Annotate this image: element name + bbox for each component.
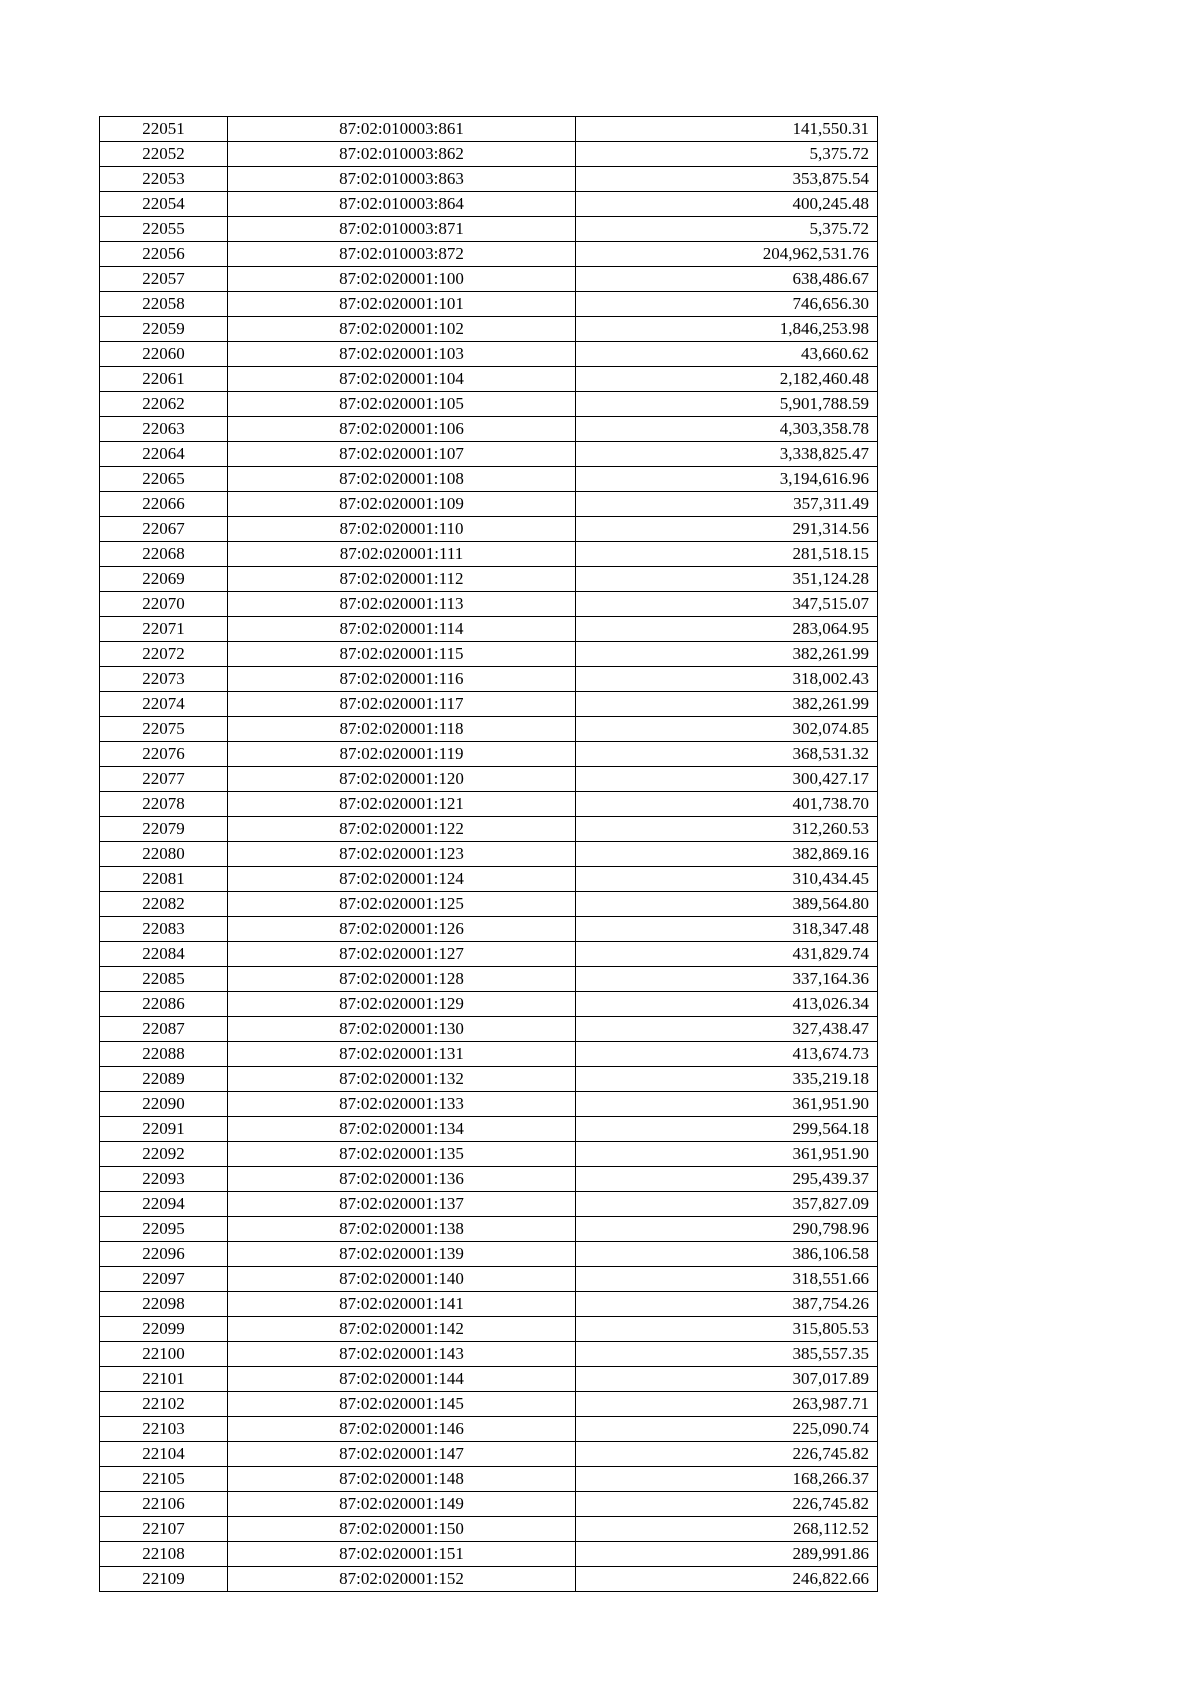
table-body: [100, 117, 878, 1592]
cadastral-number-cell: 87:02:020001:105: [228, 392, 576, 417]
cadastral-number-cell: 87:02:020001:101: [228, 292, 576, 317]
value-cell: 382,261.99: [576, 642, 878, 667]
table-row: [100, 867, 878, 892]
value-cell: 351,124.28: [576, 567, 878, 592]
row-number-cell: 22061: [100, 367, 228, 392]
row-number-cell: 22066: [100, 492, 228, 517]
table-row: [100, 617, 878, 642]
row-number-cell: 22053: [100, 167, 228, 192]
cadastral-number-cell: 87:02:020001:136: [228, 1167, 576, 1192]
row-number-cell: 22094: [100, 1192, 228, 1217]
row-number-cell: 22097: [100, 1267, 228, 1292]
value-cell: 2,182,460.48: [576, 367, 878, 392]
row-number-cell: 22080: [100, 842, 228, 867]
cadastral-number-cell: 87:02:020001:127: [228, 942, 576, 967]
cadastral-number-cell: 87:02:020001:114: [228, 617, 576, 642]
row-number-cell: 22088: [100, 1042, 228, 1067]
row-number-cell: 22070: [100, 592, 228, 617]
row-number-cell: 22082: [100, 892, 228, 917]
table-row: [100, 1517, 878, 1542]
value-cell: 283,064.95: [576, 617, 878, 642]
row-number-cell: 22081: [100, 867, 228, 892]
cadastral-number-cell: 87:02:020001:124: [228, 867, 576, 892]
table-row: [100, 1367, 878, 1392]
value-cell: 401,738.70: [576, 792, 878, 817]
value-cell: 318,347.48: [576, 917, 878, 942]
table-row: [100, 692, 878, 717]
cadastral-number-cell: 87:02:010003:863: [228, 167, 576, 192]
cadastral-number-cell: 87:02:010003:862: [228, 142, 576, 167]
cadastral-number-cell: 87:02:020001:139: [228, 1242, 576, 1267]
cadastral-number-cell: 87:02:020001:106: [228, 417, 576, 442]
cadastral-number-cell: 87:02:020001:149: [228, 1492, 576, 1517]
row-number-cell: 22102: [100, 1392, 228, 1417]
cadastral-number-cell: 87:02:020001:130: [228, 1017, 576, 1042]
cadastral-number-cell: 87:02:020001:151: [228, 1542, 576, 1567]
table-row: [100, 842, 878, 867]
cadastral-number-cell: 87:02:020001:125: [228, 892, 576, 917]
row-number-cell: 22101: [100, 1367, 228, 1392]
row-number-cell: 22089: [100, 1067, 228, 1092]
value-cell: 5,375.72: [576, 142, 878, 167]
cadastral-number-cell: 87:02:020001:116: [228, 667, 576, 692]
table-row: [100, 992, 878, 1017]
table-row: [100, 392, 878, 417]
table-row: [100, 1442, 878, 1467]
table-row: [100, 567, 878, 592]
row-number-cell: 22056: [100, 242, 228, 267]
table-row: [100, 967, 878, 992]
table-row: [100, 1142, 878, 1167]
value-cell: 302,074.85: [576, 717, 878, 742]
row-number-cell: 22075: [100, 717, 228, 742]
row-number-cell: 22064: [100, 442, 228, 467]
cadastral-number-cell: 87:02:020001:144: [228, 1367, 576, 1392]
value-cell: 299,564.18: [576, 1117, 878, 1142]
cadastral-number-cell: 87:02:020001:152: [228, 1567, 576, 1592]
cadastral-number-cell: 87:02:020001:138: [228, 1217, 576, 1242]
value-cell: 43,660.62: [576, 342, 878, 367]
cadastral-number-cell: 87:02:020001:128: [228, 967, 576, 992]
cadastral-number-cell: 87:02:020001:126: [228, 917, 576, 942]
row-number-cell: 22055: [100, 217, 228, 242]
table-row: [100, 1542, 878, 1567]
value-cell: 5,901,788.59: [576, 392, 878, 417]
cadastral-number-cell: 87:02:020001:122: [228, 817, 576, 842]
table-row: [100, 1342, 878, 1367]
value-cell: 431,829.74: [576, 942, 878, 967]
row-number-cell: 22052: [100, 142, 228, 167]
table-row: [100, 917, 878, 942]
value-cell: 300,427.17: [576, 767, 878, 792]
value-cell: 310,434.45: [576, 867, 878, 892]
value-cell: 307,017.89: [576, 1367, 878, 1392]
value-cell: 386,106.58: [576, 1242, 878, 1267]
value-cell: 5,375.72: [576, 217, 878, 242]
cadastral-number-cell: 87:02:020001:107: [228, 442, 576, 467]
row-number-cell: 22058: [100, 292, 228, 317]
table-row: [100, 417, 878, 442]
table-row: [100, 542, 878, 567]
value-cell: 327,438.47: [576, 1017, 878, 1042]
value-cell: 226,745.82: [576, 1442, 878, 1467]
value-cell: 226,745.82: [576, 1492, 878, 1517]
value-cell: 382,261.99: [576, 692, 878, 717]
table-row: [100, 1317, 878, 1342]
table-row: [100, 1417, 878, 1442]
table-row: [100, 667, 878, 692]
row-number-cell: 22073: [100, 667, 228, 692]
value-cell: 315,805.53: [576, 1317, 878, 1342]
row-number-cell: 22071: [100, 617, 228, 642]
table-row: [100, 892, 878, 917]
cadastral-number-cell: 87:02:020001:108: [228, 467, 576, 492]
value-cell: 368,531.32: [576, 742, 878, 767]
cadastral-number-cell: 87:02:020001:140: [228, 1267, 576, 1292]
cadastral-number-cell: 87:02:020001:100: [228, 267, 576, 292]
row-number-cell: 22105: [100, 1467, 228, 1492]
table-row: [100, 517, 878, 542]
table-row: [100, 492, 878, 517]
cadastral-number-cell: 87:02:010003:864: [228, 192, 576, 217]
table-row: [100, 817, 878, 842]
value-cell: 347,515.07: [576, 592, 878, 617]
table-row: [100, 942, 878, 967]
row-number-cell: 22096: [100, 1242, 228, 1267]
row-number-cell: 22069: [100, 567, 228, 592]
row-number-cell: 22104: [100, 1442, 228, 1467]
row-number-cell: 22063: [100, 417, 228, 442]
row-number-cell: 22079: [100, 817, 228, 842]
table-row: [100, 1267, 878, 1292]
value-cell: 295,439.37: [576, 1167, 878, 1192]
value-cell: 389,564.80: [576, 892, 878, 917]
value-cell: 268,112.52: [576, 1517, 878, 1542]
table-row: [100, 117, 878, 142]
table-row: [100, 1242, 878, 1267]
row-number-cell: 22074: [100, 692, 228, 717]
table-row: [100, 1392, 878, 1417]
cadastral-number-cell: 87:02:020001:137: [228, 1192, 576, 1217]
cadastral-number-cell: 87:02:010003:872: [228, 242, 576, 267]
table-row: [100, 192, 878, 217]
row-number-cell: 22062: [100, 392, 228, 417]
row-number-cell: 22098: [100, 1292, 228, 1317]
value-cell: 246,822.66: [576, 1567, 878, 1592]
table-row: [100, 767, 878, 792]
row-number-cell: 22076: [100, 742, 228, 767]
row-number-cell: 22091: [100, 1117, 228, 1142]
cadastral-number-cell: 87:02:010003:861: [228, 117, 576, 142]
table-row: [100, 1017, 878, 1042]
table-row: [100, 1292, 878, 1317]
cadastral-number-cell: 87:02:020001:129: [228, 992, 576, 1017]
value-cell: 337,164.36: [576, 967, 878, 992]
value-cell: 263,987.71: [576, 1392, 878, 1417]
row-number-cell: 22057: [100, 267, 228, 292]
table-row: [100, 1042, 878, 1067]
value-cell: 204,962,531.76: [576, 242, 878, 267]
table-row: [100, 1067, 878, 1092]
cadastral-number-cell: 87:02:020001:150: [228, 1517, 576, 1542]
table-row: [100, 1567, 878, 1592]
row-number-cell: 22065: [100, 467, 228, 492]
value-cell: 638,486.67: [576, 267, 878, 292]
value-cell: 291,314.56: [576, 517, 878, 542]
value-cell: 281,518.15: [576, 542, 878, 567]
cadastral-number-cell: 87:02:020001:102: [228, 317, 576, 342]
row-number-cell: 22108: [100, 1542, 228, 1567]
value-cell: 225,090.74: [576, 1417, 878, 1442]
value-cell: 382,869.16: [576, 842, 878, 867]
table-row: [100, 1467, 878, 1492]
table-row: [100, 367, 878, 392]
cadastral-number-cell: 87:02:020001:111: [228, 542, 576, 567]
table-row: [100, 317, 878, 342]
cadastral-number-cell: 87:02:020001:119: [228, 742, 576, 767]
table-row: [100, 1167, 878, 1192]
cadastral-number-cell: 87:02:020001:123: [228, 842, 576, 867]
value-cell: 290,798.96: [576, 1217, 878, 1242]
value-cell: 357,827.09: [576, 1192, 878, 1217]
table-row: [100, 1192, 878, 1217]
row-number-cell: 22106: [100, 1492, 228, 1517]
value-cell: 400,245.48: [576, 192, 878, 217]
row-number-cell: 22059: [100, 317, 228, 342]
row-number-cell: 22109: [100, 1567, 228, 1592]
table-row: [100, 1492, 878, 1517]
cadastral-number-cell: 87:02:020001:143: [228, 1342, 576, 1367]
value-cell: 3,194,616.96: [576, 467, 878, 492]
table-row: [100, 292, 878, 317]
cadastral-number-cell: 87:02:020001:146: [228, 1417, 576, 1442]
table-row: [100, 467, 878, 492]
cadastral-number-cell: 87:02:020001:112: [228, 567, 576, 592]
row-number-cell: 22067: [100, 517, 228, 542]
cadastral-number-cell: 87:02:020001:110: [228, 517, 576, 542]
row-number-cell: 22092: [100, 1142, 228, 1167]
cadastral-number-cell: 87:02:020001:141: [228, 1292, 576, 1317]
table-row: [100, 1117, 878, 1142]
value-cell: 357,311.49: [576, 492, 878, 517]
table-row: [100, 717, 878, 742]
value-cell: 141,550.31: [576, 117, 878, 142]
row-number-cell: 22099: [100, 1317, 228, 1342]
value-cell: 4,303,358.78: [576, 417, 878, 442]
cadastral-number-cell: 87:02:020001:134: [228, 1117, 576, 1142]
table-row: [100, 592, 878, 617]
row-number-cell: 22093: [100, 1167, 228, 1192]
cadastral-number-cell: 87:02:020001:109: [228, 492, 576, 517]
row-number-cell: 22068: [100, 542, 228, 567]
value-cell: 361,951.90: [576, 1092, 878, 1117]
value-cell: 385,557.35: [576, 1342, 878, 1367]
value-cell: 387,754.26: [576, 1292, 878, 1317]
row-number-cell: 22107: [100, 1517, 228, 1542]
value-cell: 1,846,253.98: [576, 317, 878, 342]
row-number-cell: 22100: [100, 1342, 228, 1367]
cadastral-number-cell: 87:02:020001:132: [228, 1067, 576, 1092]
cadastral-number-cell: 87:02:010003:871: [228, 217, 576, 242]
value-cell: 3,338,825.47: [576, 442, 878, 467]
row-number-cell: 22087: [100, 1017, 228, 1042]
value-cell: 318,551.66: [576, 1267, 878, 1292]
row-number-cell: 22103: [100, 1417, 228, 1442]
value-cell: 413,674.73: [576, 1042, 878, 1067]
cadastral-number-cell: 87:02:020001:120: [228, 767, 576, 792]
cadastral-number-cell: 87:02:020001:131: [228, 1042, 576, 1067]
row-number-cell: 22084: [100, 942, 228, 967]
cadastral-number-cell: 87:02:020001:145: [228, 1392, 576, 1417]
row-number-cell: 22083: [100, 917, 228, 942]
cadastral-number-cell: 87:02:020001:113: [228, 592, 576, 617]
cadastral-number-cell: 87:02:020001:133: [228, 1092, 576, 1117]
row-number-cell: 22077: [100, 767, 228, 792]
cadastral-number-cell: 87:02:020001:117: [228, 692, 576, 717]
value-cell: 318,002.43: [576, 667, 878, 692]
table-row: [100, 267, 878, 292]
value-cell: 353,875.54: [576, 167, 878, 192]
cadastral-number-cell: 87:02:020001:135: [228, 1142, 576, 1167]
row-number-cell: 22085: [100, 967, 228, 992]
table-row: [100, 442, 878, 467]
table-row: [100, 642, 878, 667]
table-row: [100, 1217, 878, 1242]
row-number-cell: 22072: [100, 642, 228, 667]
row-number-cell: 22054: [100, 192, 228, 217]
cadastral-number-cell: 87:02:020001:115: [228, 642, 576, 667]
row-number-cell: 22095: [100, 1217, 228, 1242]
row-number-cell: 22078: [100, 792, 228, 817]
table-row: [100, 1092, 878, 1117]
value-cell: 289,991.86: [576, 1542, 878, 1567]
row-number-cell: 22060: [100, 342, 228, 367]
value-cell: 335,219.18: [576, 1067, 878, 1092]
row-number-cell: 22090: [100, 1092, 228, 1117]
row-number-cell: 22051: [100, 117, 228, 142]
row-number-cell: 22086: [100, 992, 228, 1017]
table-row: [100, 242, 878, 267]
table-row: [100, 217, 878, 242]
cadastral-number-cell: 87:02:020001:148: [228, 1467, 576, 1492]
value-cell: 361,951.90: [576, 1142, 878, 1167]
cadastral-number-cell: 87:02:020001:121: [228, 792, 576, 817]
value-cell: 746,656.30: [576, 292, 878, 317]
cadastral-number-cell: 87:02:020001:147: [228, 1442, 576, 1467]
value-cell: 168,266.37: [576, 1467, 878, 1492]
cadastral-value-table: [99, 116, 878, 1592]
cadastral-number-cell: 87:02:020001:103: [228, 342, 576, 367]
table-row: [100, 792, 878, 817]
cadastral-number-cell: 87:02:020001:118: [228, 717, 576, 742]
table-row: [100, 167, 878, 192]
table-row: [100, 342, 878, 367]
value-cell: 413,026.34: [576, 992, 878, 1017]
cadastral-number-cell: 87:02:020001:142: [228, 1317, 576, 1342]
value-cell: 312,260.53: [576, 817, 878, 842]
table-row: [100, 142, 878, 167]
table-row: [100, 742, 878, 767]
cadastral-number-cell: 87:02:020001:104: [228, 367, 576, 392]
